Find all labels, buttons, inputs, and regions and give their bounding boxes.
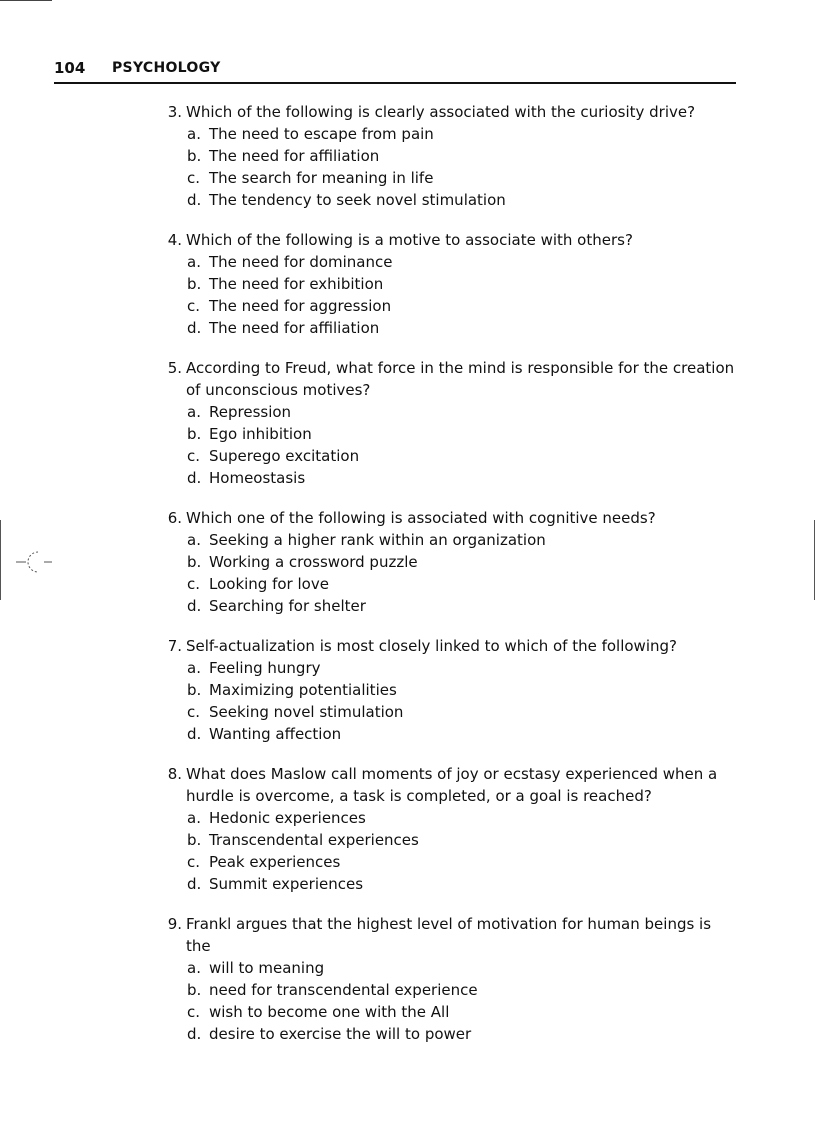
answer-option bbox=[160, 1023, 740, 1045]
option-letter: a. bbox=[187, 403, 201, 421]
question-number: 6. bbox=[167, 509, 182, 527]
question-text: Frankl argues that the highest level of motivation for human beings is the bbox=[186, 915, 712, 955]
running-head: PSYCHOLOGY bbox=[112, 60, 221, 76]
question-text: According to Freud, what force in the mind is responsible for the creation of unconscious motives? bbox=[186, 359, 735, 399]
question-stem bbox=[160, 101, 740, 123]
option-letter: a. bbox=[187, 531, 201, 549]
answer-options bbox=[160, 251, 740, 339]
page-header bbox=[54, 58, 736, 84]
answer-option bbox=[160, 851, 740, 873]
answer-option bbox=[160, 401, 740, 423]
answer-option bbox=[160, 1001, 740, 1023]
option-letter: c. bbox=[187, 297, 201, 315]
answer-options bbox=[160, 807, 740, 895]
option-text: Feeling hungry bbox=[209, 659, 321, 677]
option-text: Seeking novel stimulation bbox=[209, 703, 404, 721]
option-letter: d. bbox=[187, 1025, 202, 1043]
question-stem bbox=[160, 507, 740, 529]
answer-option bbox=[160, 123, 740, 145]
question-number: 7. bbox=[167, 637, 182, 655]
option-text: desire to exercise the will to power bbox=[209, 1025, 472, 1043]
answer-option bbox=[160, 551, 740, 573]
option-text: need for transcendental experience bbox=[209, 981, 478, 999]
question-number: 5. bbox=[167, 359, 182, 377]
answer-option bbox=[160, 317, 740, 339]
top-crop-rule bbox=[0, 0, 52, 1]
answer-option bbox=[160, 251, 740, 273]
answer-option bbox=[160, 873, 740, 895]
option-text: Homeostasis bbox=[209, 469, 306, 487]
option-text: Summit experiences bbox=[209, 875, 364, 893]
answer-options bbox=[160, 401, 740, 489]
option-letter: b. bbox=[187, 981, 202, 999]
question-text: Self-actualization is most closely linked to which of the following? bbox=[186, 637, 677, 655]
option-letter: b. bbox=[187, 425, 202, 443]
answer-option bbox=[160, 957, 740, 979]
option-text: Hedonic experiences bbox=[209, 809, 366, 827]
question-item bbox=[160, 507, 740, 617]
answer-option bbox=[160, 679, 740, 701]
answer-option bbox=[160, 467, 740, 489]
question-list bbox=[160, 101, 740, 1063]
question-item bbox=[160, 763, 740, 895]
option-text: The search for meaning in life bbox=[209, 169, 434, 187]
option-letter: a. bbox=[187, 959, 201, 977]
answer-option bbox=[160, 657, 740, 679]
option-letter: b. bbox=[187, 553, 202, 571]
option-letter: a. bbox=[187, 125, 201, 143]
option-text: Searching for shelter bbox=[209, 597, 366, 615]
option-letter: b. bbox=[187, 681, 202, 699]
answer-options bbox=[160, 957, 740, 1045]
option-text: The tendency to seek novel stimulation bbox=[209, 191, 506, 209]
answer-option bbox=[160, 189, 740, 211]
question-item bbox=[160, 229, 740, 339]
option-letter: c. bbox=[187, 853, 201, 871]
option-letter: d. bbox=[187, 191, 202, 209]
question-text: Which one of the following is associated with cognitive needs? bbox=[186, 509, 656, 527]
option-text: Ego inhibition bbox=[209, 425, 312, 443]
option-letter: d. bbox=[187, 597, 202, 615]
option-letter: c. bbox=[187, 169, 201, 187]
question-item bbox=[160, 913, 740, 1045]
answer-options bbox=[160, 123, 740, 211]
answer-option bbox=[160, 979, 740, 1001]
answer-option bbox=[160, 829, 740, 851]
option-text: The need for exhibition bbox=[209, 275, 384, 293]
answer-option bbox=[160, 145, 740, 167]
question-text: Which of the following is clearly associated with the curiosity drive? bbox=[186, 103, 696, 121]
option-letter: b. bbox=[187, 831, 202, 849]
option-text: The need for dominance bbox=[209, 253, 393, 271]
answer-option bbox=[160, 723, 740, 745]
answer-option bbox=[160, 701, 740, 723]
option-text: The need for affiliation bbox=[209, 319, 380, 337]
option-letter: c. bbox=[187, 447, 201, 465]
option-letter: b. bbox=[187, 147, 202, 165]
option-letter: c. bbox=[187, 1003, 201, 1021]
question-number: 9. bbox=[167, 915, 182, 933]
answer-option bbox=[160, 807, 740, 829]
question-item bbox=[160, 357, 740, 489]
option-text: Maximizing potentialities bbox=[209, 681, 397, 699]
left-crop-mark bbox=[0, 520, 1, 600]
option-text: Working a crossword puzzle bbox=[209, 553, 418, 571]
question-stem bbox=[160, 229, 740, 251]
option-text: The need to escape from pain bbox=[209, 125, 434, 143]
question-number: 3. bbox=[167, 103, 182, 121]
right-crop-mark bbox=[814, 520, 815, 600]
answer-option bbox=[160, 273, 740, 295]
option-letter: a. bbox=[187, 253, 201, 271]
answer-option bbox=[160, 423, 740, 445]
question-number: 8. bbox=[167, 765, 182, 783]
option-letter: b. bbox=[187, 275, 202, 293]
option-text: The need for affiliation bbox=[209, 147, 380, 165]
option-letter: a. bbox=[187, 809, 201, 827]
option-text: Seeking a higher rank within an organization bbox=[209, 531, 546, 549]
question-stem bbox=[160, 635, 740, 657]
option-letter: c. bbox=[187, 703, 201, 721]
option-letter: d. bbox=[187, 319, 202, 337]
page-number: 104 bbox=[54, 59, 86, 77]
answer-option bbox=[160, 595, 740, 617]
answer-options bbox=[160, 657, 740, 745]
option-text: The need for aggression bbox=[209, 297, 392, 315]
option-letter: d. bbox=[187, 725, 202, 743]
option-text: Superego excitation bbox=[209, 447, 360, 465]
option-letter: c. bbox=[187, 575, 201, 593]
option-letter: d. bbox=[187, 469, 202, 487]
option-letter: d. bbox=[187, 875, 202, 893]
question-item bbox=[160, 635, 740, 745]
question-stem bbox=[160, 763, 740, 807]
option-text: Looking for love bbox=[209, 575, 329, 593]
question-text: What does Maslow call moments of joy or ecstasy experienced when a hurdle is overcome, a task is completed, or a goal is reached? bbox=[186, 765, 718, 805]
question-stem bbox=[160, 913, 740, 957]
answer-option bbox=[160, 529, 740, 551]
registration-mark-icon bbox=[16, 548, 52, 576]
question-number: 4. bbox=[167, 231, 182, 249]
answer-option bbox=[160, 445, 740, 467]
answer-option bbox=[160, 295, 740, 317]
question-stem bbox=[160, 357, 740, 401]
answer-option bbox=[160, 573, 740, 595]
question-text: Which of the following is a motive to associate with others? bbox=[186, 231, 633, 249]
option-text: Transcendental experiences bbox=[209, 831, 419, 849]
option-text: wish to become one with the All bbox=[209, 1003, 450, 1021]
answer-options bbox=[160, 529, 740, 617]
option-letter: a. bbox=[187, 659, 201, 677]
option-text: Repression bbox=[209, 403, 292, 421]
question-item bbox=[160, 101, 740, 211]
option-text: Peak experiences bbox=[209, 853, 341, 871]
option-text: will to meaning bbox=[209, 959, 325, 977]
answer-option bbox=[160, 167, 740, 189]
option-text: Wanting affection bbox=[209, 725, 342, 743]
